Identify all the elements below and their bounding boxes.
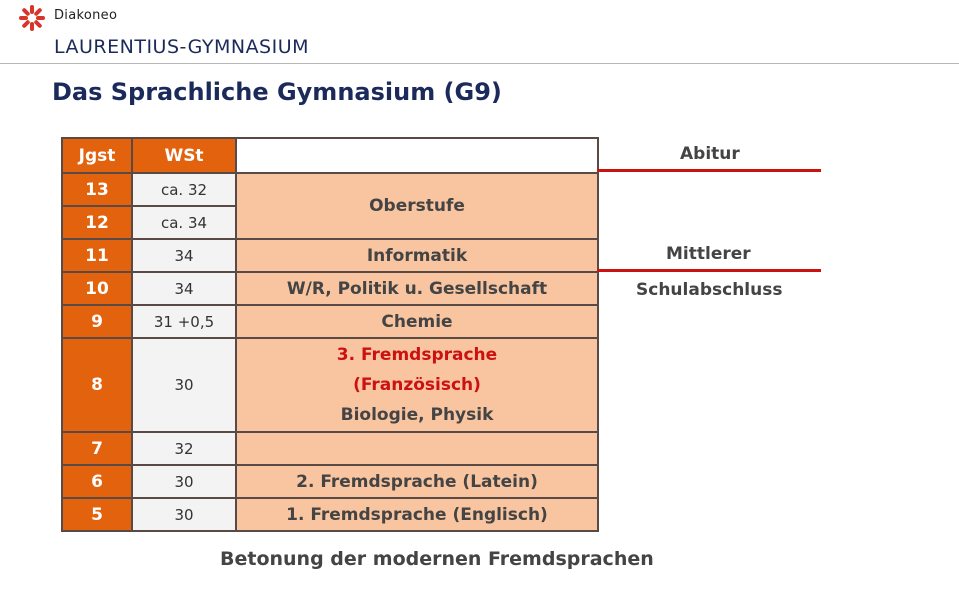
schulabschluss-line <box>597 269 821 272</box>
curriculum-table <box>61 137 599 532</box>
school-name: LAURENTIUS-GYMNASIUM <box>54 36 310 58</box>
third-language-label: 3. Fremdsprache <box>336 345 498 365</box>
hours-cell: 30 <box>132 338 236 432</box>
table-row <box>62 305 598 338</box>
grade-cell: 13 <box>62 173 132 206</box>
hours-cell: 34 <box>132 272 236 305</box>
header-divider <box>0 63 959 64</box>
grade-cell: 5 <box>62 498 132 531</box>
hours-cell: 31 +0,5 <box>132 305 236 338</box>
hours-cell: 34 <box>132 239 236 272</box>
subject-cell-second-language: 2. Fremdsprache (Latein) <box>236 465 598 498</box>
subject-cell-informatik: Informatik <box>236 239 598 272</box>
column-header-jgst: Jgst <box>62 138 132 173</box>
abitur-line <box>597 169 821 172</box>
mittlerer-label: Mittlerer <box>666 244 751 264</box>
caption: Betonung der modernen Fremdsprachen <box>220 548 654 570</box>
subject-cell-chemie: Chemie <box>236 305 598 338</box>
grade-cell: 11 <box>62 239 132 272</box>
schulabschluss-label: Schulabschluss <box>636 280 783 300</box>
subject-cell-first-language: 1. Fremdsprache (Englisch) <box>236 498 598 531</box>
hours-cell: ca. 32 <box>132 173 236 206</box>
abitur-label: Abitur <box>680 144 740 164</box>
table-header-row <box>62 138 598 173</box>
table-row <box>62 432 598 465</box>
brand-name: Diakoneo <box>54 8 118 23</box>
column-header-wst: WSt <box>132 138 236 173</box>
table-row <box>62 338 598 432</box>
table-row <box>62 173 598 206</box>
grade-cell: 8 <box>62 338 132 432</box>
subject-cell-oberstufe: Oberstufe <box>236 173 598 239</box>
grade-cell: 10 <box>62 272 132 305</box>
diakoneo-logo-icon <box>18 4 46 32</box>
biology-physics-label: Biologie, Physik <box>340 405 494 425</box>
hours-cell: 32 <box>132 432 236 465</box>
subject-cell-wr: W/R, Politik u. Gesellschaft <box>236 272 598 305</box>
third-language-name: (Französisch) <box>353 375 481 395</box>
subject-cell-grade8 <box>236 338 598 432</box>
header-spacer <box>236 138 598 173</box>
table-row <box>62 465 598 498</box>
grade-cell: 9 <box>62 305 132 338</box>
subject-cell-empty <box>236 432 598 465</box>
hours-cell: ca. 34 <box>132 206 236 239</box>
grade-cell: 6 <box>62 465 132 498</box>
table-row <box>62 498 598 531</box>
page-title: Das Sprachliche Gymnasium (G9) <box>52 78 502 106</box>
table-row <box>62 239 598 272</box>
grade-cell: 12 <box>62 206 132 239</box>
hours-cell: 30 <box>132 498 236 531</box>
table-row <box>62 272 598 305</box>
hours-cell: 30 <box>132 465 236 498</box>
grade-cell: 7 <box>62 432 132 465</box>
